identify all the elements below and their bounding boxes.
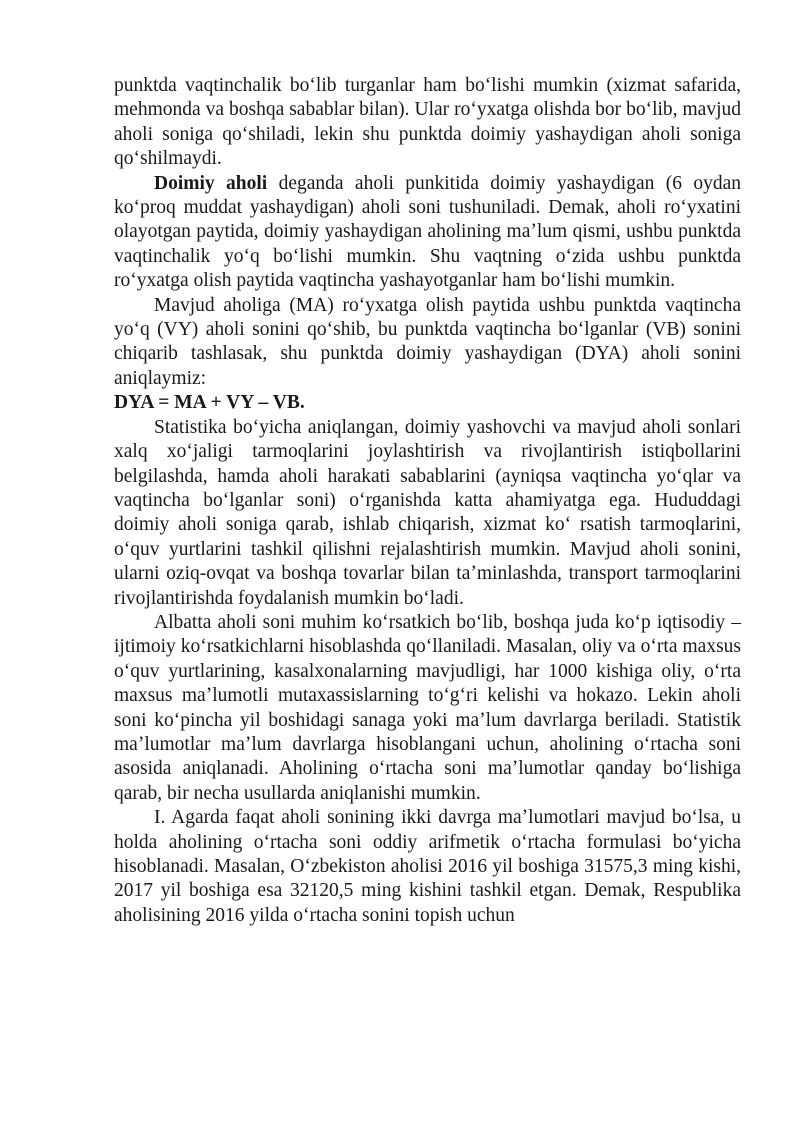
paragraph-permanent-population [114, 172, 741, 294]
document-page [114, 74, 741, 928]
formula: DYA = MA + VY – VB. [114, 392, 305, 414]
paragraph-continuation: punktda vaqtinchalik boʻlib turganlar ham boʻlishi mumkin (xizmat safarida, mehmonda va boshqa sabablar bilan). Ular roʻyxatga olishda bor boʻlib, mavjud aholi soniga qoʻshiladi, lekin shu punktda doimiy yashaydigan aholi soniga qoʻshilmaydi. [114, 75, 741, 170]
term-permanent-population: Doimiy aholi [154, 172, 268, 194]
paragraph-method-one: I. Agarda faqat aholi sonining ikki davrga maʼlumotlari mavjud boʻlsa, u holda aholining oʻrtacha soni oddiy arifmetik oʻrtacha formulasi boʻyicha hisoblanadi. Masalan, Oʻzbekiston aholisi 2016 yil boshiga 31575,3 ming kishi, 2017 yil boshiga esa 32120,5 ming kishini tashkil etgan. Demak, Respublika aholisining 2016 yilda oʻrtacha sonini topish uchun [114, 807, 741, 926]
paragraph-existing-population: Mavjud aholiga (MA) roʻyxatga olish paytida ushbu punktda vaqtincha yoʻq (VY) aholi sonini qoʻshib, bu punktda vaqtincha boʻlganlar (VB) sonini chiqarib tashlasak, shu punktda doimiy yashaydigan (DYA) aholi sonini aniqlaymiz: [114, 294, 741, 389]
paragraph-permanent-population-text: deganda aholi punkitida doimiy yashaydigan (6 oydan koʻproq muddat yashaydigan) aholi soni tushuniladi. Demak, aholi roʻyxatini olayotgan paytida, doimiy yashaydigan aholining maʼlum qismi, ushbu punktda vaqtinchalik yoʻq boʻlishi mumkin. Shu vaqtning oʻzida ushbu punktda roʻyxatga olish paytida vaqtincha yashayotganlar ham boʻlishi mumkin. [114, 172, 741, 292]
paragraph-statistics: Statistika boʻyicha aniqlangan, doimiy yashovchi va mavjud aholi sonlari xalq xoʻjaligi tarmoqlarini joylashtirish va rivojlantirish istiqbollarini belgilashda, hamda aholi harakati sabablarini (ayniqsa vaqtincha yoʻqlar va vaqtincha boʻlganlar soni) oʻrganishda katta ahamiyatga ega. Hududdagi doimiy aholi soniga qarab, ishlab chiqarish, xizmat koʻ rsatish tarmoqlarini, oʻquv yurtlarini tashkil qilishni rejalashtirish mumkin. Mavjud aholi sonini, ularni oziq-ovqat va boshqa tovarlar bilan taʼminlashda, transport tarmoqlarini rivojlantirishda foydalanish mumkin boʻladi. [114, 416, 741, 609]
paragraph-indicators: Albatta aholi soni muhim koʻrsatkich boʻlib, boshqa juda koʻp iqtisodiy – ijtimoiy koʻrsatkichlarni hisoblashda qoʻllaniladi. Masalan, oliy va oʻrta maxsus oʻquv yurtlarining, kasalxonalarning mavjudligi, har 1000 kishiga oliy, oʻrta maxsus maʼlumotli mutaxassislarning toʻgʻri kelishi va hokazo. Lekin aholi soni koʻpincha yil boshidagi sanaga yoki maʼlum davrlarga beriladi. Statistik maʼlumotlar maʼlum davrlarga hisoblangani uchun, aholining oʻrtacha soni asosida aniqlanadi. Aholining oʻrtacha soni maʼlumotlar qanday boʻlishiga qarab, bir necha usullarda aniqlanishi mumkin. [114, 611, 741, 804]
